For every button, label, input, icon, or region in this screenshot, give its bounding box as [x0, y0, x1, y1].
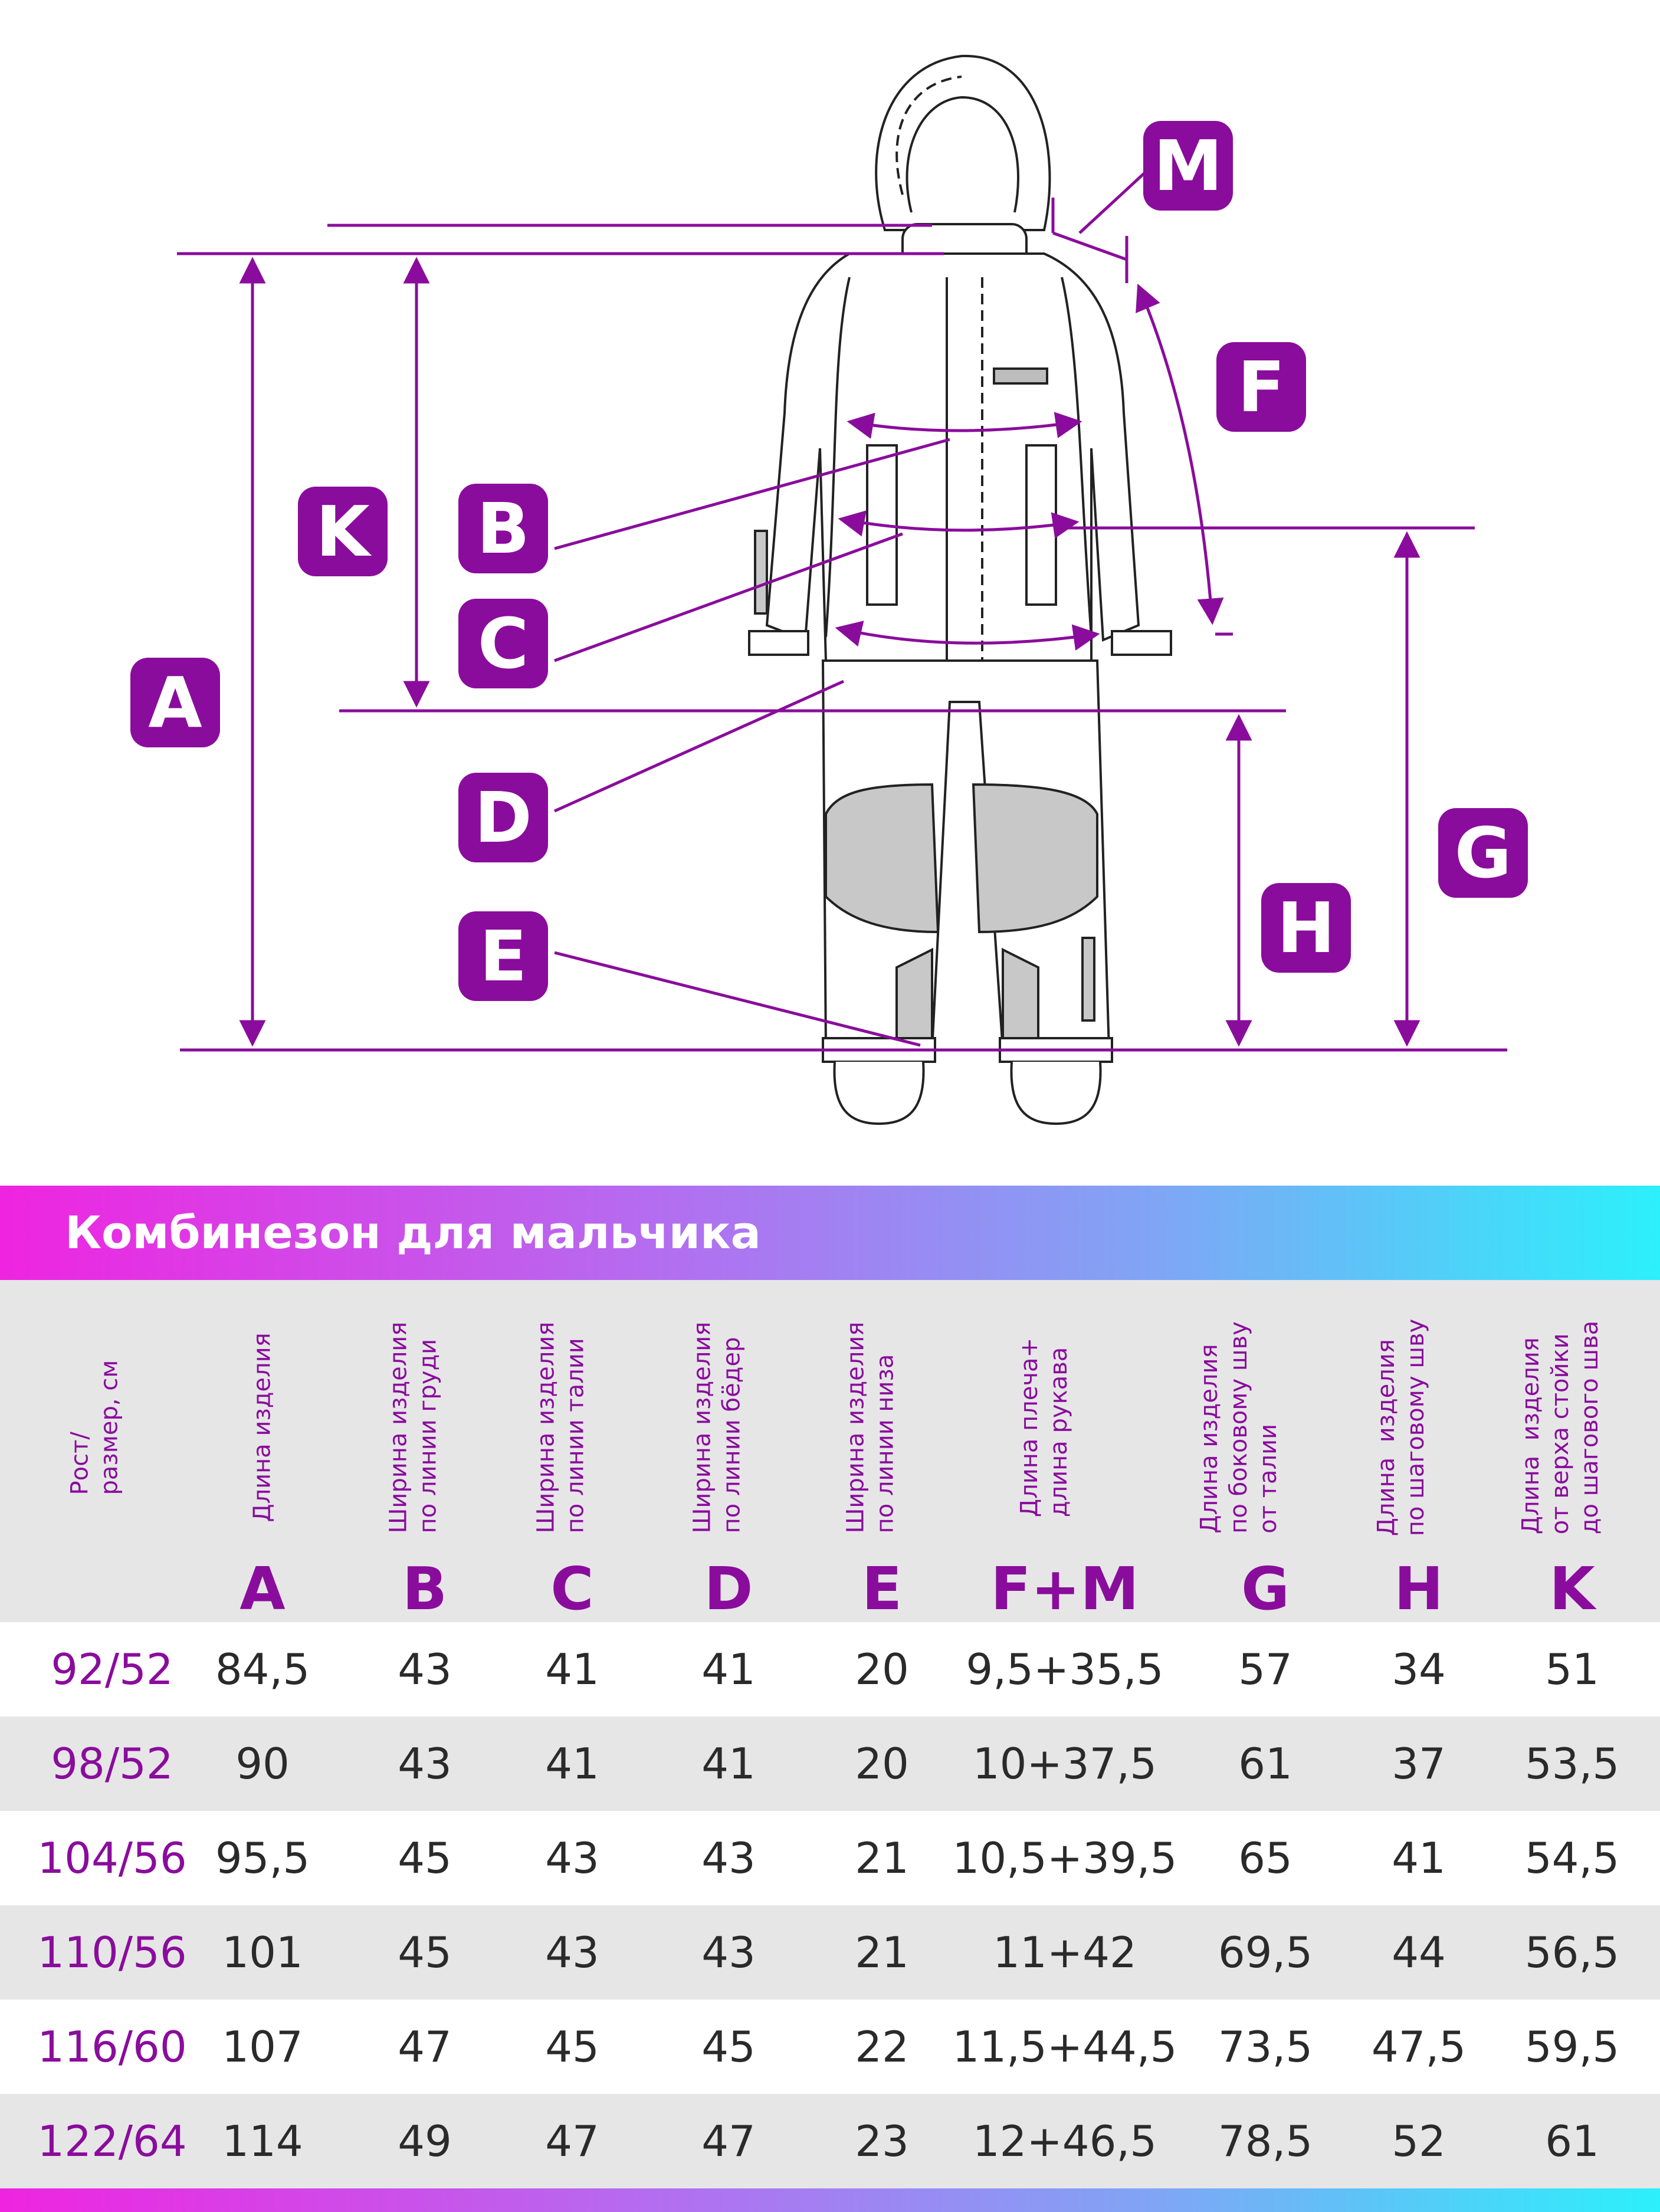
table-cell: 43 — [398, 1739, 452, 1788]
table-cell: 104/56 — [37, 1833, 187, 1883]
table-cell: 56,5 — [1524, 1928, 1620, 1977]
table-cell: 69,5 — [1218, 1928, 1313, 1977]
table-cell: 49 — [398, 2116, 452, 2166]
table-cell: 41 — [1392, 1833, 1446, 1883]
column-letter-h: H — [1394, 1554, 1444, 1623]
table-title: Комбинезон для мальчика — [65, 1206, 761, 1259]
table-cell: 51 — [1545, 1645, 1599, 1694]
table-cell: 41 — [701, 1739, 756, 1788]
column-letter-k: K — [1549, 1554, 1595, 1623]
table-row — [0, 1905, 1660, 2000]
column-header-e: Ширина изделия по линии низа — [842, 1321, 899, 1534]
table-cell: 47 — [398, 2022, 452, 2072]
table-cell: 9,5+35,5 — [966, 1645, 1164, 1694]
table-cell: 44 — [1392, 1928, 1446, 1977]
table-cell: 57 — [1238, 1645, 1292, 1694]
table-cell: 47,5 — [1371, 2022, 1467, 2072]
table-cell: 11+42 — [993, 1928, 1137, 1977]
table-cell: 41 — [701, 1645, 756, 1694]
column-header-g: Длина изделия по боковому шву от талии — [1196, 1321, 1282, 1534]
table-cell: 73,5 — [1218, 2022, 1313, 2072]
column-letter-a: A — [240, 1554, 286, 1623]
table-cell: 122/64 — [37, 2116, 187, 2166]
column-header-size: Рост/ размер, см — [66, 1360, 123, 1495]
table-cell: 98/52 — [51, 1739, 173, 1788]
label-badge-f: F — [1216, 342, 1306, 432]
table-row — [0, 1622, 1660, 1717]
column-letter-b: B — [402, 1554, 448, 1623]
table-cell: 21 — [855, 1833, 909, 1883]
table-cell: 52 — [1392, 2116, 1446, 2166]
table-cell: 22 — [855, 2022, 909, 2072]
table-cell: 114 — [222, 2116, 303, 2166]
column-header-a: Длина изделия — [249, 1333, 277, 1522]
table-cell: 61 — [1238, 1739, 1292, 1788]
label-badge-m: M — [1143, 121, 1233, 211]
table-cell: 43 — [701, 1833, 756, 1883]
table-cell: 10+37,5 — [972, 1739, 1157, 1788]
table-cell: 101 — [222, 1928, 303, 1977]
label-badge-a: A — [130, 658, 220, 747]
table-cell: 53,5 — [1524, 1739, 1620, 1788]
column-header-h: Длина изделия по шаговому шву — [1373, 1318, 1429, 1537]
table-cell: 95,5 — [215, 1833, 310, 1883]
table-cell: 45 — [398, 1928, 452, 1977]
column-letter-c: C — [550, 1554, 594, 1623]
column-header-fm: Длина плеча+ длина рукава — [1016, 1337, 1072, 1518]
label-badge-k: K — [298, 487, 388, 576]
table-cell: 23 — [855, 2116, 909, 2166]
label-badge-d: D — [458, 773, 548, 862]
table-cell: 61 — [1545, 2116, 1599, 2166]
table-cell: 110/56 — [37, 1928, 187, 1977]
table-row — [0, 2000, 1660, 2094]
overall-outline — [749, 56, 1171, 1124]
table-cell: 45 — [545, 2022, 599, 2072]
table-cell: 41 — [545, 1739, 599, 1788]
column-letter-d: D — [704, 1554, 753, 1623]
column-header-b: Ширина изделия по линии груди — [385, 1321, 442, 1534]
table-cell: 59,5 — [1524, 2022, 1620, 2072]
table-row — [0, 2094, 1660, 2188]
bottom-gradient-bar — [0, 2188, 1660, 2212]
label-badge-b: B — [458, 484, 548, 573]
table-cell: 34 — [1392, 1645, 1446, 1694]
column-header-k: Длина изделия от верха стойки до шагового шва — [1517, 1320, 1604, 1535]
table-cell: 37 — [1392, 1739, 1446, 1788]
table-cell: 65 — [1238, 1833, 1292, 1883]
size-table — [0, 1186, 1660, 2212]
table-cell: 20 — [855, 1739, 909, 1788]
label-badge-c: C — [458, 599, 548, 688]
table-header — [0, 1280, 1660, 1622]
table-cell: 20 — [855, 1645, 909, 1694]
table-cell: 47 — [701, 2116, 756, 2166]
table-cell: 78,5 — [1218, 2116, 1313, 2166]
table-cell: 54,5 — [1524, 1833, 1620, 1883]
table-cell: 43 — [398, 1645, 452, 1694]
table-title-banner — [0, 1186, 1660, 1280]
table-cell: 43 — [545, 1928, 599, 1977]
table-cell: 10,5+39,5 — [952, 1833, 1177, 1883]
table-cell: 45 — [398, 1833, 452, 1883]
table-cell: 41 — [545, 1645, 599, 1694]
table-cell: 90 — [235, 1739, 290, 1788]
label-badge-e: E — [458, 911, 548, 1001]
label-badge-h: H — [1261, 883, 1351, 973]
table-cell: 43 — [701, 1928, 756, 1977]
table-cell: 21 — [855, 1928, 909, 1977]
table-row — [0, 1811, 1660, 1905]
table-cell: 116/60 — [37, 2022, 187, 2072]
table-cell: 43 — [545, 1833, 599, 1883]
table-cell: 45 — [701, 2022, 756, 2072]
column-header-d: Ширина изделия по линии бёдер — [688, 1321, 746, 1534]
table-cell: 84,5 — [215, 1645, 310, 1694]
table-cell: 107 — [222, 2022, 303, 2072]
table-row — [0, 1717, 1660, 1811]
column-letter-g: G — [1241, 1554, 1290, 1623]
table-cell: 11,5+44,5 — [952, 2022, 1177, 2072]
table-cell: 92/52 — [51, 1645, 173, 1694]
column-header-c: Ширина изделия по линии талии — [532, 1321, 589, 1534]
label-badge-g: G — [1438, 808, 1528, 898]
column-letter-e: E — [861, 1554, 903, 1623]
table-cell: 47 — [545, 2116, 599, 2166]
table-cell: 12+46,5 — [972, 2116, 1157, 2166]
column-letter-fm: F+M — [990, 1554, 1139, 1623]
